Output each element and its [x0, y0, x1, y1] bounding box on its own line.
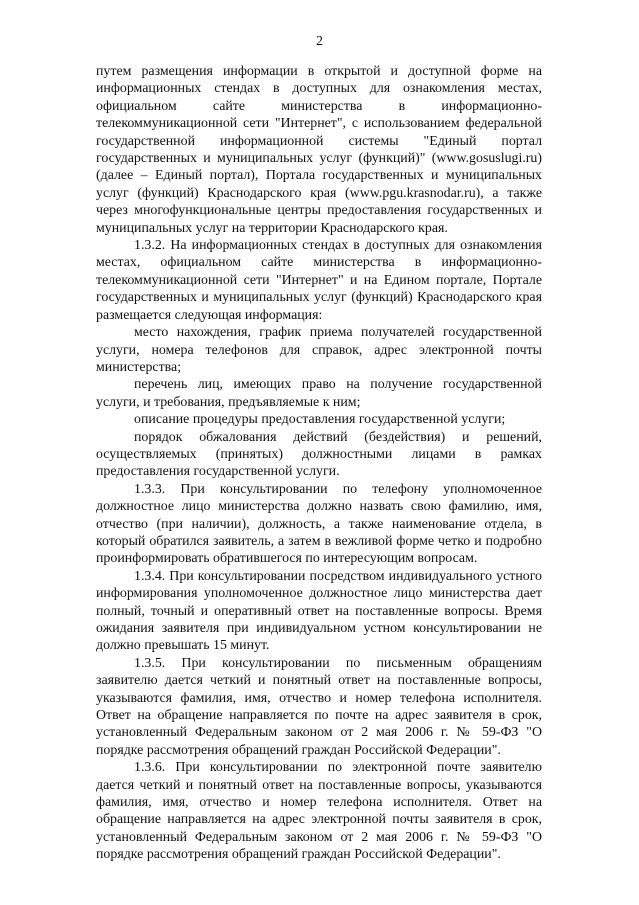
paragraph-item-appeal: порядок обжалования действий (бездействия) и решений, осуществляемых (принятых) должностными лицами в рамках предоставления государственной услуги.: [96, 429, 542, 480]
paragraph-item-procedure: описание процедуры предоставления государственной услуги;: [134, 412, 506, 428]
paragraph-item-persons: перечень лиц, имеющих право на получение государственной услуги, и требования, предъявляемые к ним;: [96, 377, 542, 410]
paragraph-item-location: место нахождения, график приема получателей государственной услуги, номера телефонов для справок, адрес электронной почты министерства;: [96, 325, 542, 375]
document-body: [96, 63, 542, 864]
paragraph-p-1-3-4: 1.3.4. При консультировании посредством индивидуального устного информирования уполномоченное должностное лицо министерства дает полный, точный и оперативный ответ на поставленные вопросы. Время ожидания заявителя при индивидуальном устном консультировании не должно превышать 15 минут.: [96, 568, 542, 654]
paragraph-intro-continued: путем размещения информации в открытой и доступной форме на информационных стендах в доступных для ознакомления местах, официальном сайте министерства в информационно-телекоммуникационной сети "Интернет", с использованием федеральной государственной информационной системы "Единый портал государственных и муниципальных услуг (функций)" (www.gosuslugi.ru) (далее – Единый портал), Портала государственных и муниципальных услуг (функций) Краснодарского края (www.pgu.krasnodar.ru), а также через многофункциональные центры предоставления государственных и муниципальных услуг на территории Краснодарского края.: [96, 64, 542, 236]
paragraph-p-1-3-3: 1.3.3. При консультировании по телефону уполномоченное должностное лицо министерства должно назвать свою фамилию, имя, отчество (при наличии), должность, а также наименование отдела, в который обратился заявитель, а затем в вежливой форме четко и подробно проинформировать обратившегося по интересующим вопросам.: [96, 481, 542, 567]
paragraph-p-1-3-6: 1.3.6. При консультировании по электронной почте заявителю дается четкий и понятный ответ на поставленные вопросы, указываются фамилия, имя, отчество и номер телефона исполнителя. Ответ на обращение направляется на адрес электронной почты заявителя в срок, установленный Федеральным законом от 2 мая 2006 г. № 59-ФЗ "О порядке рассмотрения обращений граждан Российской Федерации".: [96, 760, 542, 863]
paragraph-p-1-3-5: 1.3.5. При консультировании по письменным обращениям заявителю дается четкий и понятный ответ на поставленные вопросы, указываются фамилия, имя, отчество и номер телефона исполнителя. Ответ на обращение направляется по почте на адрес заявителя в срок, установленный Федеральным законом от 2 мая 2006 г. № 59-ФЗ "О порядке рассмотрения обращений граждан Российской Федерации".: [96, 655, 542, 758]
paragraph-p-1-3-2: 1.3.2. На информационных стендах в доступных для ознакомления местах, официальном сайте министерства в информационно-телекоммуникационной сети "Интернет" и на Едином портале, Портале государственных и муниципальных услуг (функций) Краснодарского края размещается следующая информация:: [96, 238, 542, 323]
page-number: 2: [316, 34, 323, 49]
